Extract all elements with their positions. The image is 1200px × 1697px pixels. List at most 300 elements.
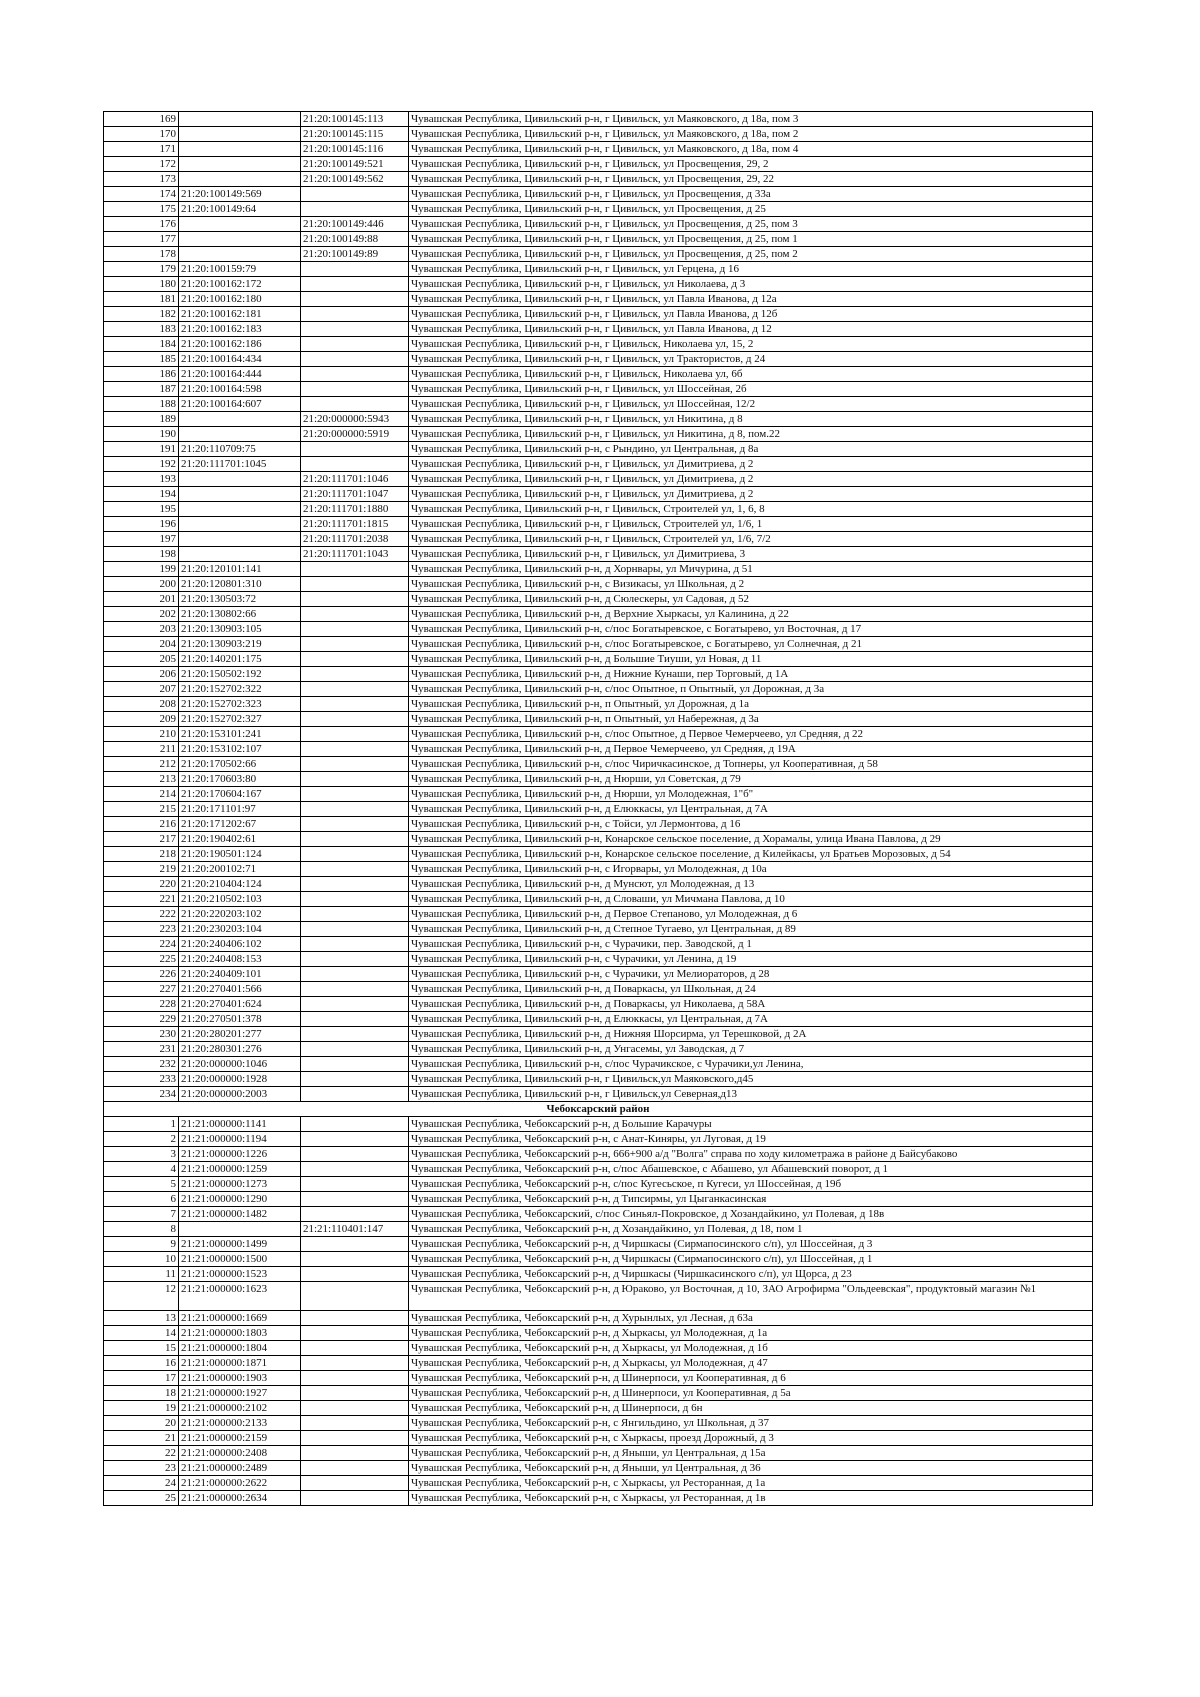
premises-cadastral-number-cell: 21:20:100149:89 <box>301 247 409 262</box>
table-row <box>104 1386 1093 1401</box>
cadastral-number-cell: 21:20:171101:97 <box>179 802 301 817</box>
address-cell: Чувашская Республика, Цивильский р-н, д Первое Степаново, ул Молодежная, д 6 <box>409 907 1093 922</box>
row-number-cell: 200 <box>104 577 179 592</box>
address-cell: Чувашская Республика, Цивильский р-н, д Поваркасы, ул Николаева, д 58А <box>409 997 1093 1012</box>
table-row <box>104 382 1093 397</box>
premises-cadastral-number-cell: 21:20:100145:115 <box>301 127 409 142</box>
table-row <box>104 1341 1093 1356</box>
table-row <box>104 937 1093 952</box>
table-row <box>104 907 1093 922</box>
premises-cadastral-number-cell: 21:20:100149:521 <box>301 157 409 172</box>
cadastral-number-cell: 21:20:152702:323 <box>179 697 301 712</box>
table-row <box>104 817 1093 832</box>
table-row <box>104 637 1093 652</box>
cadastral-number-cell <box>179 502 301 517</box>
table-row <box>104 217 1093 232</box>
table-row <box>104 727 1093 742</box>
table-row <box>104 862 1093 877</box>
premises-cadastral-number-cell <box>301 1356 409 1371</box>
premises-cadastral-number-cell <box>301 1416 409 1431</box>
row-number-cell: 178 <box>104 247 179 262</box>
address-cell: Чувашская Республика, Цивильский р-н, г Цивильск, ул Павла Иванова, д 12 <box>409 322 1093 337</box>
address-cell: Чувашская Республика, Чебоксарский р-н, д Типсирмы, ул Цыганкасинская <box>409 1192 1093 1207</box>
address-cell: Чувашская Республика, Чебоксарский р-н, с/пос Абашевское, с Абашево, ул Абашевский поворот, д 1 <box>409 1162 1093 1177</box>
cadastral-number-cell: 21:20:150502:192 <box>179 667 301 682</box>
premises-cadastral-number-cell <box>301 892 409 907</box>
table-row <box>104 1027 1093 1042</box>
row-number-cell: 218 <box>104 847 179 862</box>
premises-cadastral-number-cell <box>301 202 409 217</box>
cadastral-number-cell: 21:21:000000:1669 <box>179 1311 301 1326</box>
premises-cadastral-number-cell <box>301 1027 409 1042</box>
row-number-cell: 208 <box>104 697 179 712</box>
table-row <box>104 922 1093 937</box>
row-number-cell: 4 <box>104 1162 179 1177</box>
row-number-cell: 189 <box>104 412 179 427</box>
row-number-cell: 10 <box>104 1252 179 1267</box>
row-number-cell: 25 <box>104 1491 179 1506</box>
cadastral-number-cell: 21:20:140201:175 <box>179 652 301 667</box>
address-cell: Чувашская Республика, Цивильский р-н, г Цивильск, ул Просвещения, д 25 <box>409 202 1093 217</box>
premises-cadastral-number-cell <box>301 937 409 952</box>
row-number-cell: 6 <box>104 1192 179 1207</box>
premises-cadastral-number-cell <box>301 1237 409 1252</box>
row-number-cell: 195 <box>104 502 179 517</box>
address-cell: Чувашская Республика, Цивильский р-н, г Цивильск, Николаева ул, 15, 2 <box>409 337 1093 352</box>
cadastral-number-cell <box>179 532 301 547</box>
premises-cadastral-number-cell <box>301 1057 409 1072</box>
row-number-cell: 21 <box>104 1431 179 1446</box>
row-number-cell: 169 <box>104 112 179 127</box>
address-cell: Чувашская Республика, Цивильский р-н, г Цивильск, ул Димитриева, д 2 <box>409 457 1093 472</box>
premises-cadastral-number-cell <box>301 457 409 472</box>
table-row <box>104 1401 1093 1416</box>
table-row <box>104 412 1093 427</box>
address-cell: Чувашская Республика, Чебоксарский р-н, д Хыркасы, ул Молодежная, д 1а <box>409 1326 1093 1341</box>
cadastral-number-cell: 21:20:153101:241 <box>179 727 301 742</box>
row-number-cell: 1 <box>104 1117 179 1132</box>
table-row <box>104 352 1093 367</box>
premises-cadastral-number-cell <box>301 922 409 937</box>
cadastral-number-cell: 21:21:000000:2159 <box>179 1431 301 1446</box>
cadastral-number-cell: 21:21:000000:2489 <box>179 1461 301 1476</box>
address-cell: Чувашская Республика, Чебоксарский р-н, д Хыркасы, ул Молодежная, д 47 <box>409 1356 1093 1371</box>
address-cell: Чувашская Республика, Цивильский р-н, д Нижняя Шорсирма, ул Терешковой, д 2А <box>409 1027 1093 1042</box>
table-row <box>104 547 1093 562</box>
table-row <box>104 1431 1093 1446</box>
row-number-cell: 19 <box>104 1401 179 1416</box>
cadastral-number-cell: 21:20:171202:67 <box>179 817 301 832</box>
premises-cadastral-number-cell <box>301 622 409 637</box>
premises-cadastral-number-cell <box>301 652 409 667</box>
row-number-cell: 190 <box>104 427 179 442</box>
address-cell: Чувашская Республика, Цивильский р-н, г Цивильск, ул Просвещения, д 33а <box>409 187 1093 202</box>
table-row <box>104 1311 1093 1326</box>
cadastral-number-cell: 21:21:000000:1623 <box>179 1282 301 1311</box>
cadastral-number-cell: 21:20:100162:181 <box>179 307 301 322</box>
table-row <box>104 517 1093 532</box>
table-row <box>104 652 1093 667</box>
table-row <box>104 1162 1093 1177</box>
address-cell: Чувашская Республика, Чебоксарский р-н, д Чиршкасы (Сирмапосинского с/п), ул Шоссейная, д 1 <box>409 1252 1093 1267</box>
row-number-cell: 226 <box>104 967 179 982</box>
table-row <box>104 592 1093 607</box>
cadastral-number-cell <box>179 412 301 427</box>
row-number-cell: 5 <box>104 1177 179 1192</box>
row-number-cell: 223 <box>104 922 179 937</box>
row-number-cell: 180 <box>104 277 179 292</box>
cadastral-number-cell: 21:20:190501:124 <box>179 847 301 862</box>
table-row <box>104 1476 1093 1491</box>
row-number-cell: 210 <box>104 727 179 742</box>
address-cell: Чувашская Республика, Чебоксарский р-н, с/пос Кугесьское, п Кугеси, ул Шоссейная, д 19б <box>409 1177 1093 1192</box>
address-cell: Чувашская Республика, Цивильский р-н, г Цивильск, ул Шоссейная, 2б <box>409 382 1093 397</box>
table-row <box>104 697 1093 712</box>
premises-cadastral-number-cell <box>301 667 409 682</box>
row-number-cell: 196 <box>104 517 179 532</box>
premises-cadastral-number-cell: 21:20:100149:562 <box>301 172 409 187</box>
row-number-cell: 175 <box>104 202 179 217</box>
premises-cadastral-number-cell <box>301 607 409 622</box>
table-row <box>104 472 1093 487</box>
row-number-cell: 3 <box>104 1147 179 1162</box>
address-cell: Чувашская Республика, Цивильский р-н, г Цивильск, ул Трактористов, д 24 <box>409 352 1093 367</box>
table-row <box>104 1371 1093 1386</box>
row-number-cell: 9 <box>104 1237 179 1252</box>
premises-cadastral-number-cell: 21:20:111701:1043 <box>301 547 409 562</box>
table-body <box>104 112 1093 1506</box>
address-cell: Чувашская Республика, Цивильский р-н, д Хорнвары, ул Мичурина, д 51 <box>409 562 1093 577</box>
address-cell: Чувашская Республика, Цивильский р-н, с/пос Опытное, п Опытный, ул Дорожная, д 3а <box>409 682 1093 697</box>
premises-cadastral-number-cell: 21:20:000000:5919 <box>301 427 409 442</box>
premises-cadastral-number-cell <box>301 1491 409 1506</box>
table-row <box>104 712 1093 727</box>
cadastral-number-cell: 21:21:000000:2102 <box>179 1401 301 1416</box>
table-row <box>104 277 1093 292</box>
table-row <box>104 247 1093 262</box>
table-row <box>104 322 1093 337</box>
cadastral-number-cell: 21:20:210404:124 <box>179 877 301 892</box>
premises-cadastral-number-cell <box>301 847 409 862</box>
table-row <box>104 1416 1093 1431</box>
address-cell: Чувашская Республика, Цивильский р-н, г Цивильск, ул Герцена, д 16 <box>409 262 1093 277</box>
address-cell: Чувашская Республика, Цивильский р-н, г Цивильск, ул Николаева, д 3 <box>409 277 1093 292</box>
address-cell: Чувашская Республика, Цивильский р-н, д Нюрши, ул Советская, д 79 <box>409 772 1093 787</box>
row-number-cell: 209 <box>104 712 179 727</box>
table-row <box>104 202 1093 217</box>
row-number-cell: 230 <box>104 1027 179 1042</box>
premises-cadastral-number-cell: 21:20:000000:5943 <box>301 412 409 427</box>
cadastral-number-cell: 21:20:170603:80 <box>179 772 301 787</box>
table-row <box>104 877 1093 892</box>
cadastral-number-cell: 21:20:100162:183 <box>179 322 301 337</box>
cadastral-number-cell <box>179 217 301 232</box>
address-cell: Чувашская Республика, Цивильский р-н, г Цивильск, ул Шоссейная, 12/2 <box>409 397 1093 412</box>
cadastral-number-cell <box>179 247 301 262</box>
address-cell: Чувашская Республика, Цивильский р-н, д Нюрши, ул Молодежная, 1"б" <box>409 787 1093 802</box>
cadastral-number-cell <box>179 157 301 172</box>
premises-cadastral-number-cell: 21:20:111701:1046 <box>301 472 409 487</box>
table-row <box>104 1461 1093 1476</box>
cadastral-number-cell: 21:20:100162:172 <box>179 277 301 292</box>
premises-cadastral-number-cell <box>301 352 409 367</box>
row-number-cell: 170 <box>104 127 179 142</box>
table-row <box>104 1147 1093 1162</box>
address-cell: Чувашская Республика, Чебоксарский, с/пос Синьял-Покровское, д Хозандайкино, ул Полевая, д 18в <box>409 1207 1093 1222</box>
row-number-cell: 22 <box>104 1446 179 1461</box>
address-cell: Чувашская Республика, Цивильский р-н, г Цивильск, ул Маяковского, д 18а, пом 2 <box>409 127 1093 142</box>
address-cell: Чувашская Республика, Цивильский р-н, с Рындино, ул Центральная, д 8а <box>409 442 1093 457</box>
premises-cadastral-number-cell <box>301 1446 409 1461</box>
row-number-cell: 227 <box>104 982 179 997</box>
address-cell: Чувашская Республика, Цивильский р-н, г Цивильск, ул Павла Иванова, д 12б <box>409 307 1093 322</box>
premises-cadastral-number-cell <box>301 862 409 877</box>
cadastral-number-cell: 21:20:240406:102 <box>179 937 301 952</box>
premises-cadastral-number-cell <box>301 1147 409 1162</box>
table-row <box>104 682 1093 697</box>
premises-cadastral-number-cell <box>301 967 409 982</box>
cadastral-number-cell: 21:21:000000:1803 <box>179 1326 301 1341</box>
section-header-row <box>104 1102 1093 1117</box>
row-number-cell: 234 <box>104 1087 179 1102</box>
cadastral-number-cell: 21:20:100162:186 <box>179 337 301 352</box>
table-row <box>104 157 1093 172</box>
row-number-cell: 221 <box>104 892 179 907</box>
premises-cadastral-number-cell <box>301 802 409 817</box>
cadastral-number-cell: 21:21:000000:1499 <box>179 1237 301 1252</box>
table-row <box>104 127 1093 142</box>
address-cell: Чувашская Республика, Цивильский р-н, д Верхние Хыркасы, ул Калинина, д 22 <box>409 607 1093 622</box>
address-cell: Чувашская Республика, Цивильский р-н, г Цивильск,ул Северная,д13 <box>409 1087 1093 1102</box>
row-number-cell: 11 <box>104 1267 179 1282</box>
table-row <box>104 187 1093 202</box>
table-row <box>104 997 1093 1012</box>
address-cell: Чувашская Республика, Цивильский р-н, с/пос Чиричкасинское, д Топнеры, ул Кооперативная, д 58 <box>409 757 1093 772</box>
table-row <box>104 1356 1093 1371</box>
address-cell: Чувашская Республика, Чебоксарский р-н, с Анат-Киняры, ул Луговая, д 19 <box>409 1132 1093 1147</box>
premises-cadastral-number-cell <box>301 1431 409 1446</box>
premises-cadastral-number-cell <box>301 277 409 292</box>
premises-cadastral-number-cell: 21:20:100145:116 <box>301 142 409 157</box>
row-number-cell: 214 <box>104 787 179 802</box>
table-row <box>104 262 1093 277</box>
address-cell: Чувашская Республика, Цивильский р-н, п Опытный, ул Дорожная, д 1а <box>409 697 1093 712</box>
section-title: Чебоксарский район <box>104 1102 1093 1117</box>
row-number-cell: 174 <box>104 187 179 202</box>
cadastral-number-cell: 21:20:000000:2003 <box>179 1087 301 1102</box>
premises-cadastral-number-cell <box>301 1162 409 1177</box>
row-number-cell: 219 <box>104 862 179 877</box>
table-row <box>104 847 1093 862</box>
address-cell: Чувашская Республика, Цивильский р-н, г Цивильск, ул Димитриева, 3 <box>409 547 1093 562</box>
table-row <box>104 172 1093 187</box>
table-row <box>104 1446 1093 1461</box>
table-row <box>104 832 1093 847</box>
premises-cadastral-number-cell <box>301 1207 409 1222</box>
premises-cadastral-number-cell: 21:20:111701:1815 <box>301 517 409 532</box>
address-cell: Чувашская Республика, Чебоксарский р-н, 666+900 а/д "Волга" справа по ходу километража в районе д Байсубаково <box>409 1147 1093 1162</box>
table-row <box>104 802 1093 817</box>
premises-cadastral-number-cell <box>301 637 409 652</box>
premises-cadastral-number-cell: 21:20:111701:1047 <box>301 487 409 502</box>
premises-cadastral-number-cell <box>301 1326 409 1341</box>
row-number-cell: 198 <box>104 547 179 562</box>
cadastral-number-cell: 21:21:000000:1523 <box>179 1267 301 1282</box>
premises-cadastral-number-cell <box>301 832 409 847</box>
row-number-cell: 194 <box>104 487 179 502</box>
table-row <box>104 1222 1093 1237</box>
premises-cadastral-number-cell <box>301 712 409 727</box>
address-cell: Чувашская Республика, Цивильский р-н, г Цивильск, ул Маяковского, д 18а, пом 4 <box>409 142 1093 157</box>
cadastral-number-cell: 21:20:120101:141 <box>179 562 301 577</box>
row-number-cell: 186 <box>104 367 179 382</box>
address-cell: Чувашская Республика, Цивильский р-н, д Словаши, ул Мичмана Павлова, д 10 <box>409 892 1093 907</box>
row-number-cell: 18 <box>104 1386 179 1401</box>
row-number-cell: 204 <box>104 637 179 652</box>
cadastral-number-cell: 21:21:000000:1290 <box>179 1192 301 1207</box>
table-row <box>104 1087 1093 1102</box>
row-number-cell: 191 <box>104 442 179 457</box>
cadastral-number-cell: 21:20:270401:624 <box>179 997 301 1012</box>
row-number-cell: 185 <box>104 352 179 367</box>
cadastral-number-cell: 21:20:153102:107 <box>179 742 301 757</box>
address-cell: Чувашская Республика, Чебоксарский р-н, с Янгильдино, ул Школьная, д 37 <box>409 1416 1093 1431</box>
premises-cadastral-number-cell: 21:20:100149:88 <box>301 232 409 247</box>
row-number-cell: 172 <box>104 157 179 172</box>
table-row <box>104 502 1093 517</box>
table-row <box>104 982 1093 997</box>
row-number-cell: 216 <box>104 817 179 832</box>
row-number-cell: 184 <box>104 337 179 352</box>
address-cell: Чувашская Республика, Цивильский р-н, г Цивильск, Строителей ул, 1/6, 7/2 <box>409 532 1093 547</box>
cadastral-number-cell: 21:20:130802:66 <box>179 607 301 622</box>
premises-cadastral-number-cell <box>301 1476 409 1491</box>
table-row <box>104 1117 1093 1132</box>
address-cell: Чувашская Республика, Чебоксарский р-н, д Хыркасы, ул Молодежная, д 1б <box>409 1341 1093 1356</box>
row-number-cell: 179 <box>104 262 179 277</box>
cadastral-number-cell: 21:20:152702:327 <box>179 712 301 727</box>
cadastral-number-cell: 21:21:000000:1927 <box>179 1386 301 1401</box>
cadastral-number-cell: 21:21:000000:1482 <box>179 1207 301 1222</box>
address-cell: Чувашская Республика, Цивильский р-н, г Цивильск, ул Димитриева, д 2 <box>409 472 1093 487</box>
cadastral-number-cell <box>179 127 301 142</box>
address-cell: Чувашская Республика, Цивильский р-н, г Цивильск, ул Просвещения, 29, 2 <box>409 157 1093 172</box>
premises-cadastral-number-cell <box>301 322 409 337</box>
address-cell: Чувашская Республика, Цивильский р-н, с Чурачики, ул Мелиораторов, д 28 <box>409 967 1093 982</box>
cadastral-number-cell: 21:21:000000:2408 <box>179 1446 301 1461</box>
row-number-cell: 13 <box>104 1311 179 1326</box>
cadastral-number-cell <box>179 517 301 532</box>
table-row <box>104 607 1093 622</box>
cadastral-number-cell: 21:20:240408:153 <box>179 952 301 967</box>
cadastral-number-cell: 21:20:280201:277 <box>179 1027 301 1042</box>
cadastral-number-cell <box>179 547 301 562</box>
table-row <box>104 787 1093 802</box>
table-row <box>104 1177 1093 1192</box>
row-number-cell: 203 <box>104 622 179 637</box>
address-cell: Чувашская Республика, Цивильский р-н, с Визикасы, ул Школьная, д 2 <box>409 577 1093 592</box>
table-row <box>104 1057 1093 1072</box>
row-number-cell: 232 <box>104 1057 179 1072</box>
row-number-cell: 215 <box>104 802 179 817</box>
cadastral-number-cell: 21:20:220203:102 <box>179 907 301 922</box>
address-cell: Чувашская Республика, Цивильский р-н, п Опытный, ул Набережная, д 3а <box>409 712 1093 727</box>
address-cell: Чувашская Республика, Цивильский р-н, с/пос Богатыревское, с Богатырево, ул Солнечная, д 21 <box>409 637 1093 652</box>
table-row <box>104 307 1093 322</box>
table-row <box>104 772 1093 787</box>
premises-cadastral-number-cell <box>301 877 409 892</box>
table-row <box>104 667 1093 682</box>
cadastral-number-cell <box>179 232 301 247</box>
address-cell: Чувашская Республика, Цивильский р-н, Конарское сельское поселение, д Хорамалы, улица Ивана Павлова, д 29 <box>409 832 1093 847</box>
premises-cadastral-number-cell: 21:21:110401:147 <box>301 1222 409 1237</box>
premises-cadastral-number-cell <box>301 442 409 457</box>
premises-cadastral-number-cell <box>301 1042 409 1057</box>
table-row <box>104 1132 1093 1147</box>
address-cell: Чувашская Республика, Цивильский р-н, г Цивильск, ул Маяковского, д 18а, пом 3 <box>409 112 1093 127</box>
row-number-cell: 220 <box>104 877 179 892</box>
address-cell: Чувашская Республика, Цивильский р-н, д Первое Чемерчеево, ул Средняя, д 19А <box>409 742 1093 757</box>
table-row <box>104 397 1093 412</box>
premises-cadastral-number-cell <box>301 787 409 802</box>
cadastral-number-cell <box>179 142 301 157</box>
address-cell: Чувашская Республика, Цивильский р-н, Конарское сельское поселение, д Килейкасы, ул Братьев Морозовых, д 54 <box>409 847 1093 862</box>
table-row <box>104 967 1093 982</box>
cadastral-number-cell: 21:20:270501:378 <box>179 1012 301 1027</box>
premises-cadastral-number-cell <box>301 397 409 412</box>
premises-cadastral-number-cell <box>301 1012 409 1027</box>
premises-cadastral-number-cell <box>301 727 409 742</box>
cadastral-number-cell <box>179 472 301 487</box>
premises-cadastral-number-cell: 21:20:100149:446 <box>301 217 409 232</box>
address-cell: Чувашская Республика, Цивильский р-н, д Поваркасы, ул Школьная, д 24 <box>409 982 1093 997</box>
premises-cadastral-number-cell: 21:20:111701:1880 <box>301 502 409 517</box>
premises-cadastral-number-cell <box>301 592 409 607</box>
address-cell: Чувашская Республика, Цивильский р-н, с Игорвары, ул Молодежная, д 10а <box>409 862 1093 877</box>
cadastral-number-cell: 21:20:210502:103 <box>179 892 301 907</box>
cadastral-number-cell: 21:21:000000:1273 <box>179 1177 301 1192</box>
row-number-cell: 20 <box>104 1416 179 1431</box>
cadastral-number-cell: 21:21:000000:1259 <box>179 1162 301 1177</box>
row-number-cell: 23 <box>104 1461 179 1476</box>
premises-cadastral-number-cell <box>301 1386 409 1401</box>
table-row <box>104 112 1093 127</box>
table-row <box>104 1326 1093 1341</box>
address-cell: Чувашская Республика, Цивильский р-н, д Елюккасы, ул Центральная, д 7А <box>409 802 1093 817</box>
row-number-cell: 224 <box>104 937 179 952</box>
premises-cadastral-number-cell <box>301 1177 409 1192</box>
cadastral-number-cell: 21:20:170604:167 <box>179 787 301 802</box>
cadastral-number-cell: 21:20:100164:444 <box>179 367 301 382</box>
cadastral-number-cell <box>179 172 301 187</box>
row-number-cell: 233 <box>104 1072 179 1087</box>
premises-cadastral-number-cell <box>301 757 409 772</box>
address-cell: Чувашская Республика, Чебоксарский р-н, д Хозандайкино, ул Полевая, д 18, пом 1 <box>409 1222 1093 1237</box>
cadastral-number-cell: 21:21:000000:1871 <box>179 1356 301 1371</box>
premises-cadastral-number-cell <box>301 1461 409 1476</box>
table-row <box>104 1207 1093 1222</box>
table-row <box>104 892 1093 907</box>
premises-cadastral-number-cell <box>301 1341 409 1356</box>
address-cell: Чувашская Республика, Чебоксарский р-н, д Чиршкасы (Сирмапосинского с/п), ул Шоссейная, д 3 <box>409 1237 1093 1252</box>
row-number-cell: 197 <box>104 532 179 547</box>
address-cell: Чувашская Республика, Цивильский р-н, с/пос Богатыревское, с Богатырево, ул Восточная, д 17 <box>409 622 1093 637</box>
table-row <box>104 1237 1093 1252</box>
address-cell: Чувашская Республика, Чебоксарский р-н, д Чиршкасы (Чиршкасинского с/п), ул Щорса, д 23 <box>409 1267 1093 1282</box>
premises-cadastral-number-cell <box>301 1252 409 1267</box>
table-row <box>104 442 1093 457</box>
table-row <box>104 562 1093 577</box>
